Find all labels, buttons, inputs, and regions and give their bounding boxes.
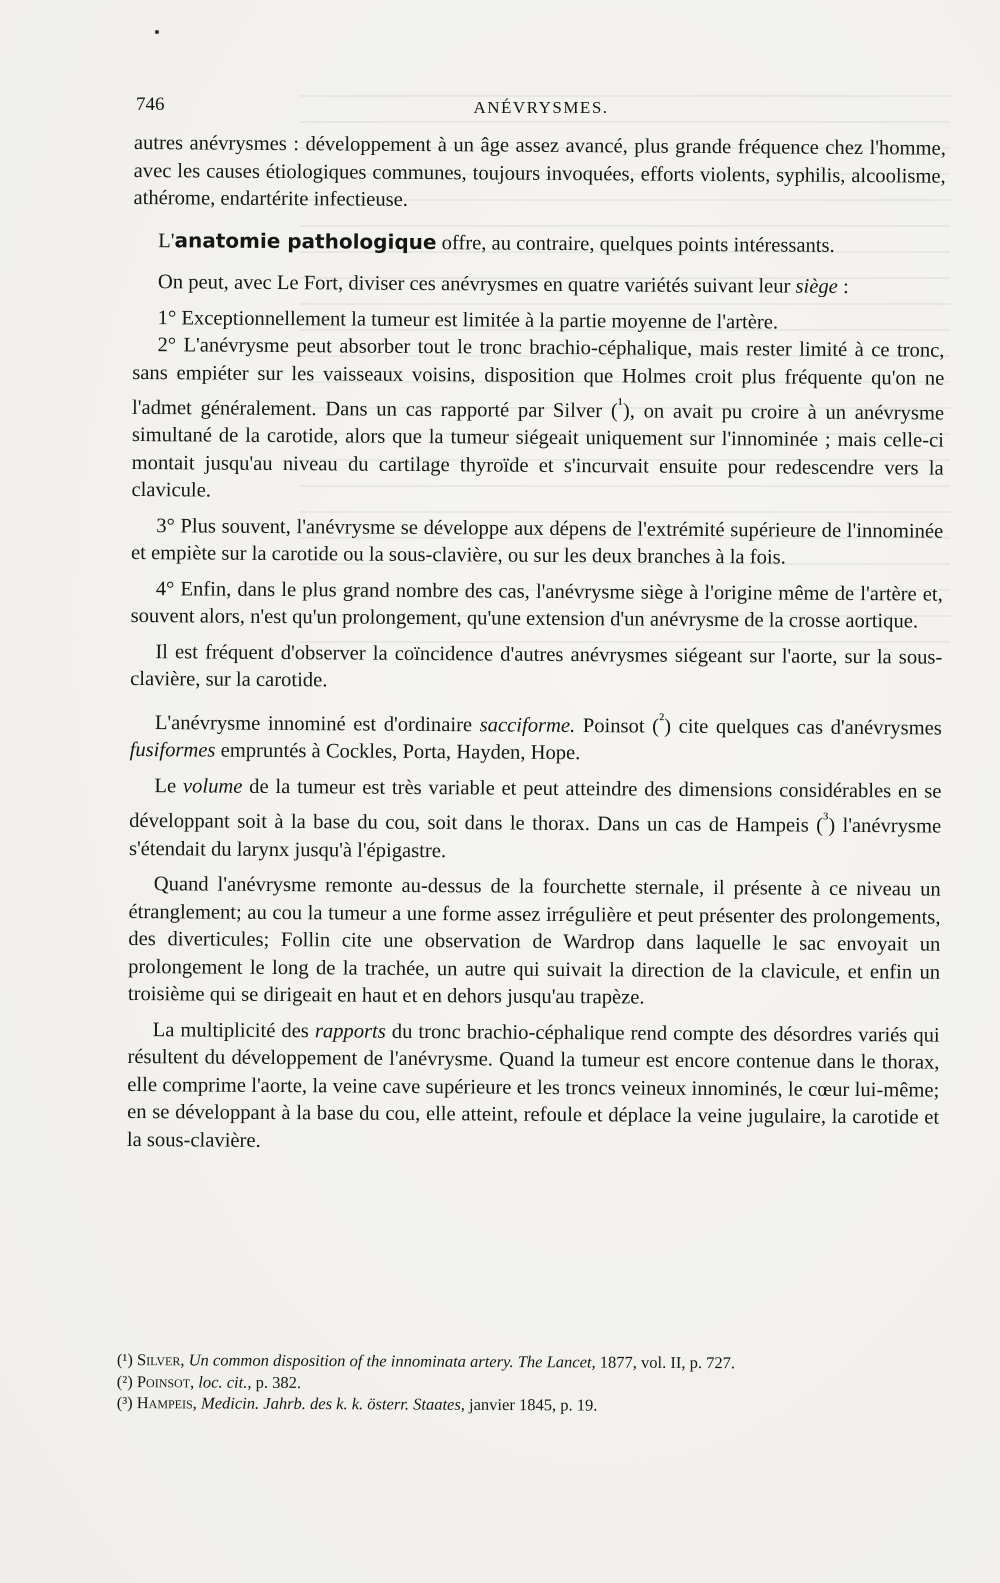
text-run: ) cite quelques cas d'anévrysmes <box>664 715 942 740</box>
text-run: ), on avait pu croire à un anévrysme simultané de la carotide, alors que la tumeur siégeait uniquement sur l'innominée ; mais celle-ci montait jusqu'au niveau du cartilage thyroïde et s'incurvait ensuite pour redescendre vers la clavicule. <box>131 400 945 502</box>
text-run: L' <box>158 229 175 252</box>
text-run: Poinsot ( <box>575 714 660 738</box>
section-keyword: anatomie pathologique <box>174 227 437 254</box>
footnote-rest: p. 382. <box>255 1372 302 1392</box>
paragraph-2 <box>133 226 945 260</box>
footnote-2 <box>117 1371 947 1395</box>
footnote-ref: ² <box>659 709 665 729</box>
footnote-3 <box>117 1393 947 1417</box>
running-title: ANÉVRYSMES. <box>473 98 609 117</box>
paragraph-3 <box>133 269 945 302</box>
emphasis: sacciforme. <box>479 714 576 737</box>
emphasis: fusiformes <box>129 739 216 762</box>
footnote-author: Poinsot, <box>136 1371 195 1391</box>
text-run: L'anévrysme innominé est d'ordinaire <box>154 711 480 737</box>
footnote-mark: (³) <box>116 1392 133 1413</box>
footnote-title: Medicin. Jahrb. des k. k. österr. Staates, <box>200 1393 465 1414</box>
text-run: offre, au contraire, quelques points intéressants. <box>436 231 835 257</box>
paragraph-11: Quand l'anévrysme remonte au-dessus de la fourchette sternale, il présente à ce niveau un étranglement; au cou la tumeur a une forme assez irrégulière et peut présenter des prolongements, des diverticules; Follin cite une observation de Wardrop dans laquelle le sac envoyait un prolongement le long de la trachée, un autre qui suivait la direction de la clavicule, et enfin un troisième qui se dirigeait en haut et en dehors jusqu'au trapèze. <box>127 873 941 1009</box>
paragraph-7: 4° Enfin, dans le plus grand nombre des cas, l'anévrysme siège à l'origine même de l'artère et, souvent alors, n'est qu'un prolongement, qu'une extension d'un anévrysme de la crosse aortique. <box>130 578 943 633</box>
footnote-author: Silver, <box>136 1350 185 1370</box>
footnote-mark: (²) <box>116 1371 133 1391</box>
footnote-title: Un common disposition of the innominata artery. <box>188 1350 514 1372</box>
text-run: Le <box>154 774 184 798</box>
main-text <box>127 130 946 1160</box>
footnote-ref: ¹ <box>617 394 624 414</box>
footnote-author: Hampeis, <box>136 1393 197 1413</box>
paragraph-12 <box>127 1017 940 1160</box>
emphasis: siège <box>795 275 838 298</box>
page-number: 746 <box>136 94 165 115</box>
paragraph-10 <box>129 773 942 869</box>
footnote-rest: 1877, vol. II, p. 727. <box>599 1352 736 1373</box>
footnotes <box>117 1350 947 1419</box>
text-run: du tronc brachio-céphalique rend compte des désordres variés qui résultent du développement de l'anévrysme. Quand la tumeur est encore contenue dans le thorax, elle comprime l'aorte, la veine cave supérieure et les troncs veineux innominés, le cœur lui-même; en se développant à la base du cou, elle atteint, refoule et déplace la veine jugulaire, la carotide et la sous-clavière. <box>126 1020 940 1152</box>
paragraph-8: Il est fréquent d'observer la coïncidence d'autres anévrysmes siégeant sur l'aorte, sur la sous-clavière, sur la carotide. <box>130 641 943 692</box>
paragraph-9 <box>130 702 942 771</box>
footnote-title: loc. cit., <box>198 1371 252 1392</box>
page-header <box>136 94 946 124</box>
emphasis: rapports <box>314 1019 386 1043</box>
footnote-rest: janvier 1845, p. 19. <box>468 1394 598 1415</box>
text-run: : <box>837 275 849 298</box>
text-run: de la tumeur est très variable et peut atteindre des dimensions considérables en se développant soit à la base du cou, soit dans le thorax. Dans un cas de Hampeis ( <box>129 775 942 837</box>
emphasis: volume <box>182 775 243 798</box>
text-run: empruntés à Cockles, Porta, Hayden, Hope. <box>215 739 581 765</box>
paragraph-6: 3° Plus souvent, l'anévrysme se développe aux dépens de l'extrémité supérieure de l'innominée et empiète sur la carotide ou la sous-clavière, ou sur les deux branches à la fois. <box>130 515 944 569</box>
paragraph-4: 1° Exceptionnellement la tumeur est limitée à la partie moyenne de l'artère. <box>157 306 779 334</box>
text-run: On peut, avec Le Fort, diviser ces anévrysmes en quatre variétés suivant leur <box>157 271 796 298</box>
footnote-mark: (¹) <box>116 1350 133 1370</box>
text-run: ) l'anévrysme s'étendait du larynx jusqu'à l'épigastre. <box>128 814 942 862</box>
text-run: La multiplicité des <box>152 1018 315 1042</box>
paragraph-1: autres anévrysmes : développement à un âge assez avancé, plus grande fréquence chez l'homme, avec les causes étiologiques communes, toujours invoquées, efforts violents, syphilis, alcoolisme, athérome, endartérite infectieuse. <box>133 131 946 211</box>
footnote-ref: ³ <box>823 809 829 829</box>
ink-speck <box>155 30 159 34</box>
text-run: 2° L'anévrysme peut absorber tout le tronc brachio-céphalique, mais rester limité à ce tronc, sans empiéter sur les vaisseaux voisins, disposition que Holmes croit plus fréquente qu'on ne l'admet généralement. Dans un cas rapporté par Silver ( <box>131 334 945 423</box>
paragraph-5 <box>131 332 944 511</box>
footnote-journal: The Lancet, <box>517 1352 596 1372</box>
footnote-1 <box>117 1350 947 1374</box>
